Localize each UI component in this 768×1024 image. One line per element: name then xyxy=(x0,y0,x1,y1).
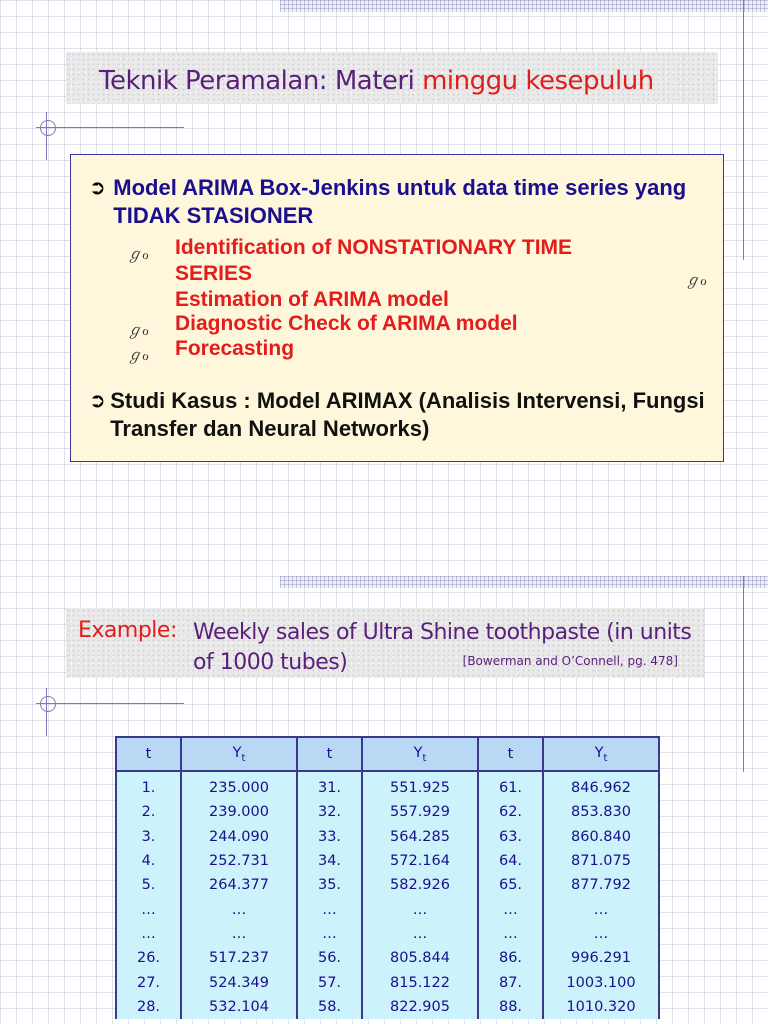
example-text-line: of 1000 tubes) xyxy=(193,650,348,675)
title-box xyxy=(66,52,718,104)
header-y: $Y_t$ xyxy=(543,737,659,771)
glasses-icon: ℊℴ xyxy=(685,271,707,289)
table-cell: 27. xyxy=(116,970,181,994)
table-row xyxy=(116,897,659,921)
header-t: t xyxy=(116,737,181,771)
example-box xyxy=(66,608,704,678)
table-row xyxy=(116,922,659,946)
table-cell: 532.104 xyxy=(181,995,297,1019)
decorative-line xyxy=(743,0,744,260)
table-cell: 1003.100 xyxy=(543,970,659,994)
decorative-line xyxy=(743,576,744,772)
table-cell: … xyxy=(543,922,659,946)
table-row xyxy=(116,873,659,897)
table-cell: 860.840 xyxy=(543,825,659,849)
table-cell: … xyxy=(181,922,297,946)
slide-2 xyxy=(0,512,768,1024)
bullet-item xyxy=(89,174,704,230)
header-t: t xyxy=(478,737,543,771)
subbullet-text: Diagnostic Check of ARIMA model xyxy=(175,312,518,335)
page-title xyxy=(99,66,654,96)
table-cell: 239.000 xyxy=(181,800,297,824)
subbullet-text: SERIES xyxy=(175,262,253,285)
table-cell: 244.090 xyxy=(181,825,297,849)
example-text-line: Weekly sales of Ultra Shine toothpaste (in units xyxy=(193,620,692,645)
table-cell: 564.285 xyxy=(362,825,478,849)
subbullet-text: Estimation of ARIMA model xyxy=(175,288,449,311)
example-label: Example: xyxy=(78,618,177,643)
table-cell: 517.237 xyxy=(181,946,297,970)
table-cell: … xyxy=(297,897,362,921)
glasses-icon: ℊℴ xyxy=(127,321,149,339)
table-row xyxy=(116,849,659,873)
table-cell: … xyxy=(478,922,543,946)
header-y: $Y_t$ xyxy=(181,737,297,771)
table-cell: 3. xyxy=(116,825,181,849)
table-cell: … xyxy=(116,922,181,946)
table-cell: 57. xyxy=(297,970,362,994)
reference-citation: [Bowerman and O’Connell, pg. 478] xyxy=(462,654,678,668)
title-text: Teknik Peramalan: Materi xyxy=(99,66,423,96)
table-cell: 26. xyxy=(116,946,181,970)
table-cell: 4. xyxy=(116,849,181,873)
table-cell: 32. xyxy=(297,800,362,824)
table-cell: … xyxy=(297,922,362,946)
table-cell: 64. xyxy=(478,849,543,873)
glasses-icon: ℊℴ xyxy=(127,245,149,263)
bullet-item xyxy=(89,387,719,443)
crosshair-icon xyxy=(40,696,56,712)
table-cell: 524.349 xyxy=(181,970,297,994)
example-text xyxy=(193,618,691,678)
table-cell: … xyxy=(478,897,543,921)
table-cell: … xyxy=(181,897,297,921)
table-cell: 62. xyxy=(478,800,543,824)
table-cell: 1010.320 xyxy=(543,995,659,1019)
arrow-circle-icon: ➲ xyxy=(89,175,106,199)
table-cell: 63. xyxy=(478,825,543,849)
table-cell: 877.792 xyxy=(543,873,659,897)
decorative-line xyxy=(36,127,184,128)
table-cell: 582.926 xyxy=(362,873,478,897)
decorative-line xyxy=(36,703,184,704)
table-cell: 996.291 xyxy=(543,946,659,970)
header-y: $Y_t$ xyxy=(362,737,478,771)
table-cell: 871.075 xyxy=(543,849,659,873)
table-cell: 28. xyxy=(116,995,181,1019)
table-cell: 31. xyxy=(297,771,362,800)
table-row xyxy=(116,771,659,800)
table-row xyxy=(116,800,659,824)
table-cell: 235.000 xyxy=(181,771,297,800)
glasses-icon: ℊℴ xyxy=(127,346,149,364)
table-cell: 87. xyxy=(478,970,543,994)
table-cell: 58. xyxy=(297,995,362,1019)
title-highlight: minggu kesepuluh xyxy=(422,66,654,96)
table-cell: 61. xyxy=(478,771,543,800)
table-cell: 853.830 xyxy=(543,800,659,824)
table-cell: 1. xyxy=(116,771,181,800)
table-cell: 805.844 xyxy=(362,946,478,970)
table-row xyxy=(116,946,659,970)
table-cell: … xyxy=(116,897,181,921)
table-cell: 33. xyxy=(297,825,362,849)
table-cell: 846.962 xyxy=(543,771,659,800)
content-box xyxy=(70,154,724,462)
table-cell: … xyxy=(543,897,659,921)
table-cell: 822.905 xyxy=(362,995,478,1019)
table-cell: … xyxy=(362,897,478,921)
table-cell: 34. xyxy=(297,849,362,873)
table-cell: 5. xyxy=(116,873,181,897)
table-header-row xyxy=(116,737,659,771)
table-cell: 86. xyxy=(478,946,543,970)
table-cell: 264.377 xyxy=(181,873,297,897)
table-cell: 252.731 xyxy=(181,849,297,873)
table-cell: 551.925 xyxy=(362,771,478,800)
arrow-circle-icon: ➲ xyxy=(89,388,106,412)
table-cell: 2. xyxy=(116,800,181,824)
table-cell: 572.164 xyxy=(362,849,478,873)
table-cell: … xyxy=(362,922,478,946)
decorative-strip xyxy=(280,0,768,12)
sales-table xyxy=(115,736,660,1019)
header-t: t xyxy=(297,737,362,771)
table-cell: 88. xyxy=(478,995,543,1019)
subbullet-text: Identification of NONSTATIONARY TIME xyxy=(175,236,573,259)
crosshair-icon xyxy=(40,120,56,136)
table-row xyxy=(116,970,659,994)
subbullet-text: Forecasting xyxy=(175,337,295,360)
decorative-strip xyxy=(280,576,768,588)
table-cell: 65. xyxy=(478,873,543,897)
bullet-text: Model ARIMA Box-Jenkins untuk data time series yang TIDAK STASIONER xyxy=(113,175,687,228)
table-cell: 35. xyxy=(297,873,362,897)
table-cell: 815.122 xyxy=(362,970,478,994)
table-cell: 56. xyxy=(297,946,362,970)
table-row xyxy=(116,995,659,1019)
bullet-text: Studi Kasus : Model ARIMAX (Analisis Intervensi, Fungsi Transfer dan Neural Networks) xyxy=(110,388,705,441)
table-cell: 557.929 xyxy=(362,800,478,824)
table-row xyxy=(116,825,659,849)
